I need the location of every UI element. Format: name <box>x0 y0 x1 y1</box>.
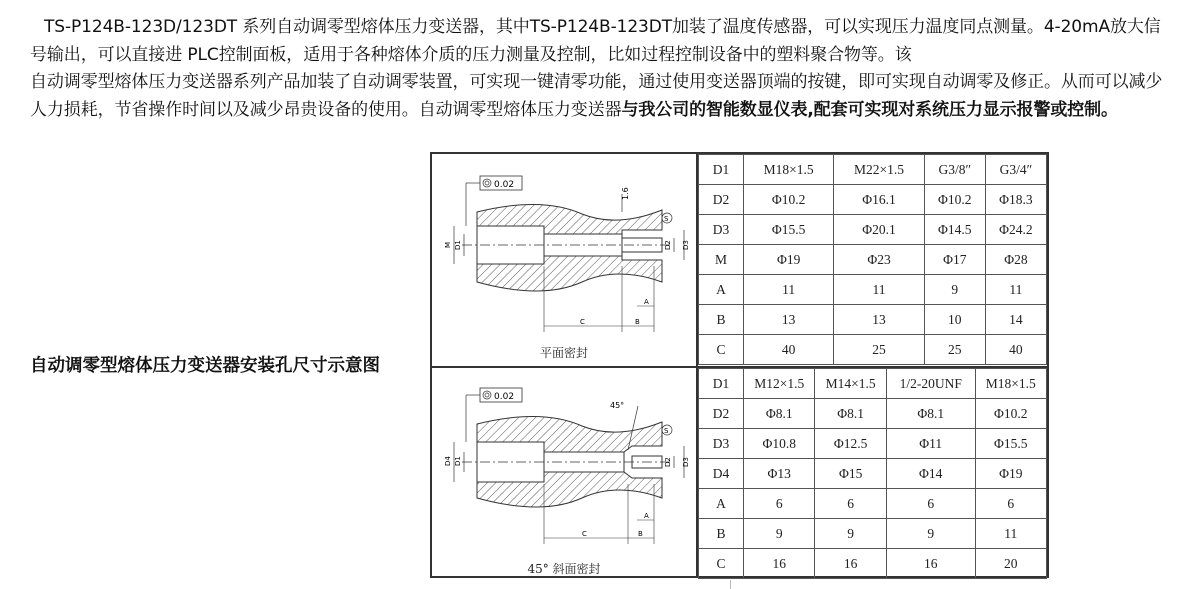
table-cell: 11 <box>985 275 1046 305</box>
label-d1: D1 <box>454 456 462 466</box>
table-cell: Φ10.2 <box>924 185 985 215</box>
table-row-key: C <box>699 335 744 365</box>
table-cell: Φ15.5 <box>744 215 834 245</box>
description-text: 自动调零型熔体压力变送器系列产品加装了自动调零装置，可实现一键清零功能，通过使用变送器顶端的按键，即可实现自动调零及修正。从而可以减少人力损耗，节省操作时间以及减少昂贵设备的使用。自动调零型熔体压力变送器 <box>30 72 1163 120</box>
table-row-key: D4 <box>699 459 744 489</box>
table-row <box>699 185 1047 215</box>
table-row <box>699 245 1047 275</box>
table-cell: 20 <box>975 549 1046 579</box>
description-line-1: TS-P124B-123D/123DT 系列自动调零型熔体压力变送器，其中TS-P124B-123DT加装了温度传感器，可以实现压力温度同点测量。4-20mA放大信号输出，可以直接进 PLC控制面板，适用于各种熔体介质的压力测量及控制，比如过程控制设备中的塑料聚合物等。该 <box>30 17 1161 65</box>
label-d3: D3 <box>682 240 690 250</box>
table-row <box>699 399 1047 429</box>
tolerance-value: 0.02 <box>494 180 515 190</box>
table-cell: 16 <box>886 549 975 579</box>
table-cell: 1/2-20UNF <box>886 369 975 399</box>
table-row-key: M <box>699 245 744 275</box>
table-row-key: D2 <box>699 399 744 429</box>
table-cell: 16 <box>744 549 815 579</box>
figure-caption: 自动调零型熔体压力变送器安装孔尺寸示意图 <box>30 356 380 376</box>
roughness-value: 1.6 <box>621 187 630 200</box>
label-s: S <box>664 427 669 435</box>
table-cell: M18×1.5 <box>744 155 834 185</box>
table-row-key: A <box>699 489 744 519</box>
table-cell: 10 <box>924 305 985 335</box>
table-cell: M18×1.5 <box>975 369 1046 399</box>
table-cell: Φ12.5 <box>815 429 886 459</box>
label-c: C <box>582 530 587 538</box>
table-row <box>699 519 1047 549</box>
table-cell: 13 <box>744 305 834 335</box>
table-cell: Φ20.1 <box>834 215 924 245</box>
table-row <box>699 305 1047 335</box>
table-cell: 25 <box>834 335 924 365</box>
table-row <box>699 275 1047 305</box>
table-row-key: C <box>699 549 744 579</box>
mounting-hole-figure <box>430 152 1049 578</box>
tolerance-value: 0.02 <box>494 392 515 402</box>
label-s: S <box>664 215 669 223</box>
label-c: C <box>580 318 585 326</box>
table-row <box>699 335 1047 365</box>
table-row-key: B <box>699 305 744 335</box>
table-cell: 11 <box>834 275 924 305</box>
small-tick-mark <box>730 580 737 589</box>
table-cell: M12×1.5 <box>744 369 815 399</box>
label-b: B <box>635 318 640 326</box>
table-cell: Φ16.1 <box>834 185 924 215</box>
table-row <box>699 429 1047 459</box>
label-d2: D2 <box>664 240 672 250</box>
table-cell: Φ23 <box>834 245 924 275</box>
table-cell: 9 <box>815 519 886 549</box>
bevel-seal-dimension-table <box>698 368 1047 579</box>
table-row <box>699 215 1047 245</box>
angle-label: 45° <box>610 401 625 410</box>
table-cell: M14×1.5 <box>815 369 886 399</box>
table-cell: M22×1.5 <box>834 155 924 185</box>
table-cell: 40 <box>985 335 1046 365</box>
flat-seal-drawing-svg <box>432 154 696 344</box>
table-cell: Φ13 <box>744 459 815 489</box>
table-row-key: D3 <box>699 215 744 245</box>
table-row <box>699 155 1047 185</box>
table-row <box>699 369 1047 399</box>
bevel-seal-drawing <box>432 368 696 578</box>
table-cell: G3/8″ <box>924 155 985 185</box>
description-paragraph <box>30 14 1165 124</box>
table-cell: 6 <box>886 489 975 519</box>
table-cell: Φ8.1 <box>744 399 815 429</box>
table-cell: Φ10.2 <box>744 185 834 215</box>
table-cell: Φ19 <box>975 459 1046 489</box>
table-cell: 9 <box>744 519 815 549</box>
table-cell: 9 <box>924 275 985 305</box>
table-cell: Φ15.5 <box>975 429 1046 459</box>
description-bold-text: 与我公司的智能数显仪表,配套可实现对系统压力显示报警或控制。 <box>621 99 1118 120</box>
label-d4: D4 <box>444 456 452 466</box>
table-cell: 13 <box>834 305 924 335</box>
table-cell: Φ11 <box>886 429 975 459</box>
table-cell: Φ17 <box>924 245 985 275</box>
table-row-key: D1 <box>699 155 744 185</box>
table-row-key: B <box>699 519 744 549</box>
table-cell: Φ15 <box>815 459 886 489</box>
table-cell: 6 <box>975 489 1046 519</box>
table-cell: Φ28 <box>985 245 1046 275</box>
bevel-seal-caption: 45° 斜面密封 <box>527 562 601 576</box>
flat-seal-caption: 平面密封 <box>539 346 588 360</box>
table-cell: 9 <box>886 519 975 549</box>
table-row-key: D3 <box>699 429 744 459</box>
table-cell: Φ14.5 <box>924 215 985 245</box>
table-cell: 6 <box>815 489 886 519</box>
table-cell: 11 <box>744 275 834 305</box>
table-cell: 14 <box>985 305 1046 335</box>
table-cell: Φ19 <box>744 245 834 275</box>
table-row-key: D1 <box>699 369 744 399</box>
table-cell: 6 <box>744 489 815 519</box>
table-row <box>699 459 1047 489</box>
label-d2: D2 <box>664 457 672 467</box>
label-d1: D1 <box>454 240 462 250</box>
flat-seal-drawing <box>432 154 696 364</box>
table-cell: Φ8.1 <box>815 399 886 429</box>
table-row-key: D2 <box>699 185 744 215</box>
table-cell: G3/4″ <box>985 155 1046 185</box>
table-cell: Φ14 <box>886 459 975 489</box>
table-cell: 25 <box>924 335 985 365</box>
table-cell: 16 <box>815 549 886 579</box>
table-row-key: A <box>699 275 744 305</box>
description-line-2 <box>30 69 1165 124</box>
label-b: B <box>638 530 643 538</box>
label-a: A <box>644 298 649 306</box>
table-cell: Φ24.2 <box>985 215 1046 245</box>
label-d3: D3 <box>682 457 690 467</box>
table-cell: Φ8.1 <box>886 399 975 429</box>
table-row <box>699 549 1047 579</box>
table-cell: Φ10.8 <box>744 429 815 459</box>
flat-seal-dimension-table <box>698 154 1047 365</box>
label-m: M <box>444 241 452 248</box>
table-cell: Φ10.2 <box>975 399 1046 429</box>
table-row <box>699 489 1047 519</box>
table-cell: 11 <box>975 519 1046 549</box>
label-a: A <box>644 512 649 520</box>
bevel-seal-drawing-svg <box>432 368 696 558</box>
table-cell: 40 <box>744 335 834 365</box>
table-cell: Φ18.3 <box>985 185 1046 215</box>
